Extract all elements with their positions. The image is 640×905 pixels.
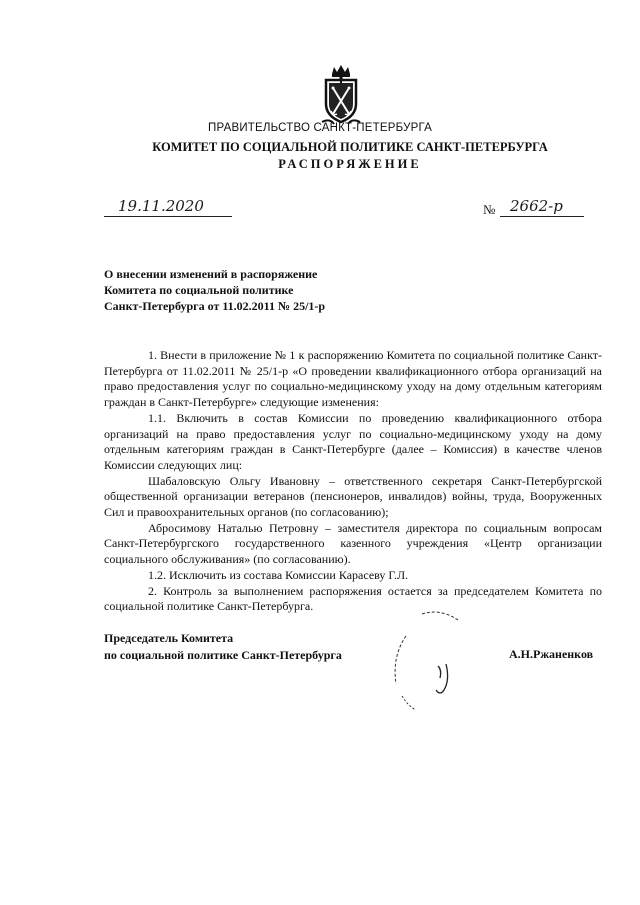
document-body — [104, 348, 602, 615]
paragraph-1-1: 1.1. Включить в состав Комиссии по проведению квалификационного отбора организаций на право предоставления услуг по социально-медицинскому уходу на дому отдельным категориям граждан в Санкт-Петербурге (далее – Комиссия) в качестве членов Комиссии следующих лиц: — [104, 410, 602, 472]
government-title: ПРАВИТЕЛЬСТВО САНКТ-ПЕТЕРБУРГА — [208, 122, 432, 134]
number-label: № — [483, 202, 496, 217]
paragraph-1-2: 1.2. Исключить из состава Комиссии Карасеву Г.Л. — [148, 567, 409, 582]
signatory-name: А.Н.Ржаненков — [509, 647, 594, 661]
subject-line-2: Комитета по социальной политике — [104, 283, 294, 297]
committee-title: КОМИТЕТ ПО СОЦИАЛЬНОЙ ПОЛИТИКЕ САНКТ-ПЕТЕРБУРГА — [152, 140, 548, 154]
subject-line-1: О внесении изменений в распоряжение — [104, 267, 318, 281]
paragraph-1: 1. Внести в приложение № 1 к распоряжению Комитета по социальной политике Санкт-Петербурга от 11.02.2011 № 25/1-р «О проведении квалификационного отбора организаций на право предоставления услуг по социально-медицинскому уходу на дому отдельным категориям граждан в Санкт-Петербурге» следующие изменения: — [104, 348, 602, 410]
subject-line-3: Санкт-Петербурга от 11.02.2011 № 25/1-р — [104, 299, 326, 313]
document-date: 19.11.2020 — [118, 197, 204, 215]
paragraph-member-1: Шабаловскую Ольгу Ивановну – ответственного секретаря Санкт-Петербургской общественной организации ветеранов (пенсионеров, инвалидов) войны, труда, Вооруженных Сил и правоохранительных органов (по согласованию); — [104, 473, 602, 520]
document-subject — [104, 266, 325, 314]
document-number: 2662-р — [510, 197, 563, 215]
paragraph-2: 2. Контроль за выполнением распоряжения остается за председателем Комитета по социальной политике Санкт-Петербурга. — [104, 583, 602, 614]
position-line-2: по социальной политике Санкт-Петербурга — [104, 648, 342, 662]
coat-of-arms-icon — [320, 64, 362, 126]
position-line-1: Председатель Комитета — [104, 631, 234, 645]
handwritten-signature — [380, 606, 480, 716]
document-type-title: РАСПОРЯЖЕНИЕ — [278, 157, 422, 171]
paragraph-member-2: Абросимову Наталью Петровну – заместителя директора по социальным вопросам Санкт-Петербургского государственного казенного учреждения «Центр организации социального обслуживания» (по согласованию). — [104, 520, 602, 567]
signatory-position — [104, 630, 342, 664]
